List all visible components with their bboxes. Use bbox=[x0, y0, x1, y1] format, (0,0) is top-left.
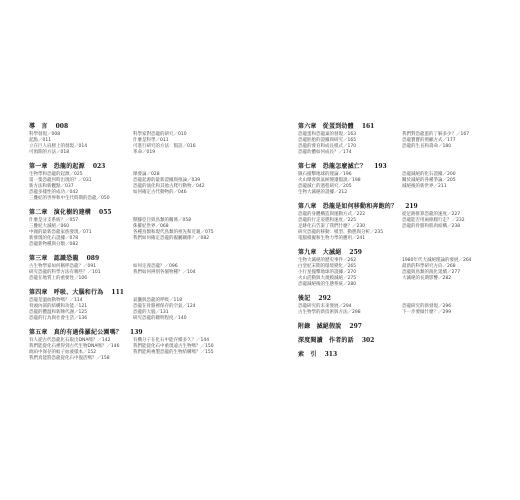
toc-entry: 電腦模擬和生物力學的應用／241 bbox=[298, 236, 366, 241]
toc-entry: 我們能從化石裡得到古代生物DNA嗎？／146 bbox=[29, 344, 120, 349]
toc-entry: 恐龍的發育和成長模式／170 bbox=[298, 144, 357, 149]
chapter-heading bbox=[298, 321, 508, 330]
chapter-page-number: 219 bbox=[405, 203, 418, 210]
toc-entry: 恐龍在地質上的重要性／106 bbox=[29, 276, 88, 281]
toc-entry: 獸腳亞目與鳥類的關係／058 bbox=[133, 218, 192, 223]
chapter-entries bbox=[298, 132, 508, 156]
chapter-entries bbox=[29, 132, 267, 156]
chapter-title: 第一章 恐龍的起源 bbox=[29, 163, 85, 170]
toc-entry: 生物學和恐龍的起源／025 bbox=[29, 172, 83, 177]
toc-entry: 恐龍滅亡的過程研究／205 bbox=[298, 184, 352, 189]
toc-entry: 有機分子在化石中能存續多久？／144 bbox=[133, 338, 210, 343]
toc-chapter bbox=[298, 121, 508, 156]
toc-entry: 古生物學家如何稱呼恐龍？／091 bbox=[29, 264, 97, 269]
chapter-heading bbox=[298, 335, 508, 344]
chapter-entries bbox=[29, 172, 267, 202]
toc-entry: 我們如何確定恐龍的親屬關係？／082 bbox=[133, 236, 210, 241]
chapter-heading bbox=[298, 349, 508, 358]
toc-entry: 恐龍多樣性的成功／042 bbox=[29, 190, 79, 195]
chapter-page-number: 089 bbox=[86, 255, 100, 262]
toc-entry: 最新的科學研究方向／268 bbox=[402, 264, 456, 269]
toc-entry: 科學家對恐龍的研究／010 bbox=[133, 132, 187, 137]
toc-entry: 氣囊與恐龍的呼吸／118 bbox=[133, 298, 183, 303]
toc-entry: 侏羅紀世界／068 bbox=[133, 224, 169, 229]
toc-entry: 新方法和新觀點／037 bbox=[29, 184, 74, 189]
toc-entry: 隕石撞擊地球的理論／196 bbox=[298, 172, 352, 177]
chapter-page-number: 139 bbox=[130, 329, 143, 336]
chapter-title: 第二章 演化樹的建構 bbox=[29, 209, 92, 216]
toc-entry: 恐龍的大腦／131 bbox=[133, 310, 169, 315]
toc-chapter bbox=[29, 207, 267, 248]
chapter-title: 第六章 從蛋到幼體 bbox=[298, 123, 354, 130]
chapter-heading bbox=[29, 327, 267, 336]
chapter-heading bbox=[298, 201, 508, 210]
chapter-entries bbox=[298, 172, 508, 196]
toc-chapter bbox=[298, 349, 508, 358]
chapter-page-number: 055 bbox=[99, 209, 112, 216]
toc-entry: 1980年代大滅絕理論的發展／264 bbox=[402, 258, 472, 263]
toc-entry: 三疊紀的世界和中生代時期的恐龍／050 bbox=[29, 196, 110, 201]
toc-entry: 從足跡推算恐龍的速度／227 bbox=[402, 212, 461, 217]
toc-entry: 恐龍的體溫和新陳代謝／125 bbox=[29, 310, 88, 315]
toc-entry: 科學發現／008 bbox=[29, 132, 61, 137]
chapter-entries bbox=[298, 304, 508, 316]
toc-entry: 恐龍的身體構造與運動方式／222 bbox=[298, 212, 366, 217]
chapter-entries bbox=[29, 338, 267, 362]
chapter-heading bbox=[298, 121, 508, 130]
toc-entry: 關於滅絕的各種爭論／205 bbox=[402, 178, 456, 183]
toc-entry: 恐龍滅絕後的生態系統／280 bbox=[298, 282, 357, 287]
toc-right-column bbox=[298, 121, 508, 363]
toc-entry: 恐龍的行走姿態和速度／225 bbox=[298, 218, 357, 223]
toc-entry: 古生物學的新技術與方法／298 bbox=[298, 310, 361, 315]
chapter-heading bbox=[29, 161, 267, 170]
chapter-title: 附錄 滅絕假說 bbox=[298, 323, 342, 330]
toc-entry: 恐龍的行為與社會生活／136 bbox=[29, 316, 88, 321]
toc-entry: 恐龍研究的未來發展／294 bbox=[298, 304, 352, 309]
toc-entry: 研究恐龍的科學方法有哪些？／101 bbox=[29, 270, 101, 275]
chapter-heading bbox=[298, 247, 508, 256]
chapter-title: 第四章 呼吸、大腦和行為 bbox=[29, 289, 104, 296]
toc-entry: 滅絕後的新世界／211 bbox=[402, 184, 447, 189]
chapter-title: 第三章 認識恐龍 bbox=[29, 255, 79, 262]
toc-chapter bbox=[298, 321, 508, 330]
chapter-page-number: 302 bbox=[361, 337, 375, 344]
toc-entry: 我們對恐龍蛋的了解多少？／167 bbox=[402, 132, 470, 137]
toc-entry: 恐龍研究的新發現／296 bbox=[402, 304, 452, 309]
chapter-page-number: 297 bbox=[349, 323, 362, 330]
chapter-page-number: 259 bbox=[349, 249, 362, 256]
chapter-heading bbox=[29, 253, 267, 262]
chapter-entries bbox=[29, 218, 267, 248]
chapter-entries bbox=[298, 212, 508, 242]
toc-entry: 有人從古代恐龍化石取出DNA嗎？／142 bbox=[29, 338, 111, 343]
chapter-title: 導 言 bbox=[29, 123, 48, 130]
chapter-page-number: 008 bbox=[55, 123, 69, 130]
chapter-entries bbox=[29, 264, 267, 282]
chapter-page-number: 023 bbox=[92, 163, 106, 170]
toc-entry: 骨頭內部的結構和功能／121 bbox=[29, 304, 88, 309]
toc-entry: 我們真能將恐龍從化石中復活嗎？／158 bbox=[29, 356, 110, 361]
toc-entry: 琥珀中保存的蚊子血液樣本／152 bbox=[29, 350, 97, 355]
toc-entry: 爆發論／028 bbox=[133, 172, 160, 177]
chapter-page-number: 292 bbox=[318, 295, 331, 302]
toc-entry: 我們能從化石中重現遠古生物嗎？／150 bbox=[133, 344, 214, 349]
toc-chapter bbox=[298, 247, 508, 288]
toc-entry: 恐龍起源的最新證據與推論／039 bbox=[133, 178, 201, 183]
toc-entry: 第一隻恐龍何時出現的？／031 bbox=[29, 178, 92, 183]
toc-entry: 恐龍的生長和壽命／180 bbox=[402, 144, 452, 149]
toc-entry: 什麼是分支系統？／057 bbox=[29, 218, 79, 223]
toc-chapter bbox=[29, 287, 267, 322]
toc-entry: 火山活動與大規模滅絕／275 bbox=[298, 276, 357, 281]
toc-entry: 三疊紀大滅絕／060 bbox=[29, 224, 70, 229]
chapter-entries bbox=[298, 258, 508, 288]
toc-entry: 起點／011 bbox=[29, 138, 52, 143]
toc-entry: 研究恐龍的移動：模型、動態與分析／235 bbox=[298, 230, 384, 235]
chapter-heading bbox=[298, 161, 508, 170]
toc-entry: 生物大滅絕的歷史事件／262 bbox=[298, 258, 357, 263]
chapter-heading bbox=[298, 293, 508, 302]
chapter-page-number: 313 bbox=[324, 351, 338, 358]
chapter-title: 第八章 恐龍是如何移動和奔跑的？ bbox=[298, 203, 398, 210]
toc-chapter bbox=[298, 161, 508, 196]
toc-entry: 恐龍的演化和其他古爬行動物／042 bbox=[133, 184, 205, 189]
toc-entry: 可進行研究的方法：假設／016 bbox=[133, 144, 196, 149]
toc-entry: 恐龍蛋和恐龍巢的發現／163 bbox=[298, 132, 357, 137]
toc-entry: 足跡化石告訴了我們什麼？／230 bbox=[298, 224, 366, 229]
toc-entry: 恐龍滅絕的化石證據／200 bbox=[402, 172, 456, 177]
toc-chapter bbox=[298, 335, 508, 344]
toc-entry: 恐龍幼體如何成長？／174 bbox=[298, 150, 352, 155]
chapter-page-number: 193 bbox=[374, 163, 387, 170]
toc-entry: 恐龍能否用兩條腿行走？／232 bbox=[402, 218, 465, 223]
chapter-title: 後記 bbox=[298, 295, 311, 302]
chapter-title: 第五章 真的有過侏羅紀公園嗎？ bbox=[29, 329, 123, 336]
toc-entry: 各種鳥類和現代鳥類的祖先和近親／075 bbox=[133, 230, 214, 235]
toc-chapter bbox=[298, 293, 508, 316]
chapter-page-number: 161 bbox=[361, 123, 375, 130]
toc-entry: 恐龍的骨骼和肌肉結構／238 bbox=[402, 224, 461, 229]
toc-entry: 中國的最新恐龍家族發現／071 bbox=[29, 230, 92, 235]
toc-entry: 新發現的化石證據／078 bbox=[29, 236, 79, 241]
chapter-heading bbox=[29, 207, 267, 216]
toc-entry: 恐龍與鳥類的演化延續／277 bbox=[402, 270, 461, 275]
toc-entry: 如何定義恐龍？／096 bbox=[133, 264, 178, 269]
toc-entry: 立在巨人肩膀上的發現／014 bbox=[29, 144, 88, 149]
chapter-title: 深度閱讀 作者的話 bbox=[298, 337, 354, 344]
toc-chapter bbox=[29, 253, 267, 282]
toc-entry: 恐龍寶寶的照顧方式／177 bbox=[402, 138, 456, 143]
toc-chapter bbox=[29, 327, 267, 362]
toc-entry: 恐龍在骨骼裡保存的空氣／124 bbox=[133, 304, 196, 309]
chapter-heading bbox=[29, 287, 267, 296]
chapter-heading bbox=[29, 121, 267, 130]
toc-entry: 小行星撞擊地球的證據／270 bbox=[298, 270, 357, 275]
toc-entry: 白堊紀末期的環境變化／265 bbox=[298, 264, 357, 269]
chapter-title: 第九章 大滅絕 bbox=[298, 249, 342, 256]
chapter-page-number: 111 bbox=[111, 289, 124, 296]
toc-chapter bbox=[29, 121, 267, 156]
toc-entry: 什麼是科學／011 bbox=[133, 138, 169, 143]
chapter-title: 索 引 bbox=[298, 351, 317, 358]
toc-entry: 可預期的方法／018 bbox=[29, 150, 70, 155]
toc-entry: 生物大滅絕的證據／212 bbox=[298, 190, 348, 195]
toc-entry: 革命／019 bbox=[133, 150, 156, 155]
toc-chapter bbox=[298, 201, 508, 242]
chapter-title: 第七章 恐龍怎麼滅亡？ bbox=[298, 163, 367, 170]
toc-entry: 我們如何辨別各個物種？／104 bbox=[133, 270, 196, 275]
toc-entry: 大滅絕的長期影響／282 bbox=[402, 276, 452, 281]
toc-chapter bbox=[29, 161, 267, 202]
toc-entry: 如何確定古代動物的／046 bbox=[133, 190, 187, 195]
toc-entry: 研究恐龍的聰明程度／140 bbox=[133, 316, 187, 321]
toc-entry: 恐龍是溫血動物嗎？／114 bbox=[29, 298, 83, 303]
toc-entry: 下一步要做什麼？／299 bbox=[402, 310, 452, 315]
toc-entry: 恐龍胚胎的證據與研究／165 bbox=[298, 138, 357, 143]
toc-entry: 火山爆發與氣候變遷假說／198 bbox=[298, 178, 361, 183]
toc-left-column bbox=[29, 121, 267, 367]
chapter-entries bbox=[29, 298, 267, 322]
toc-entry: 恐龍新物種與分類／082 bbox=[29, 242, 79, 247]
toc-entry: 我們能夠複製恐龍的生物結構嗎？／155 bbox=[133, 350, 214, 355]
